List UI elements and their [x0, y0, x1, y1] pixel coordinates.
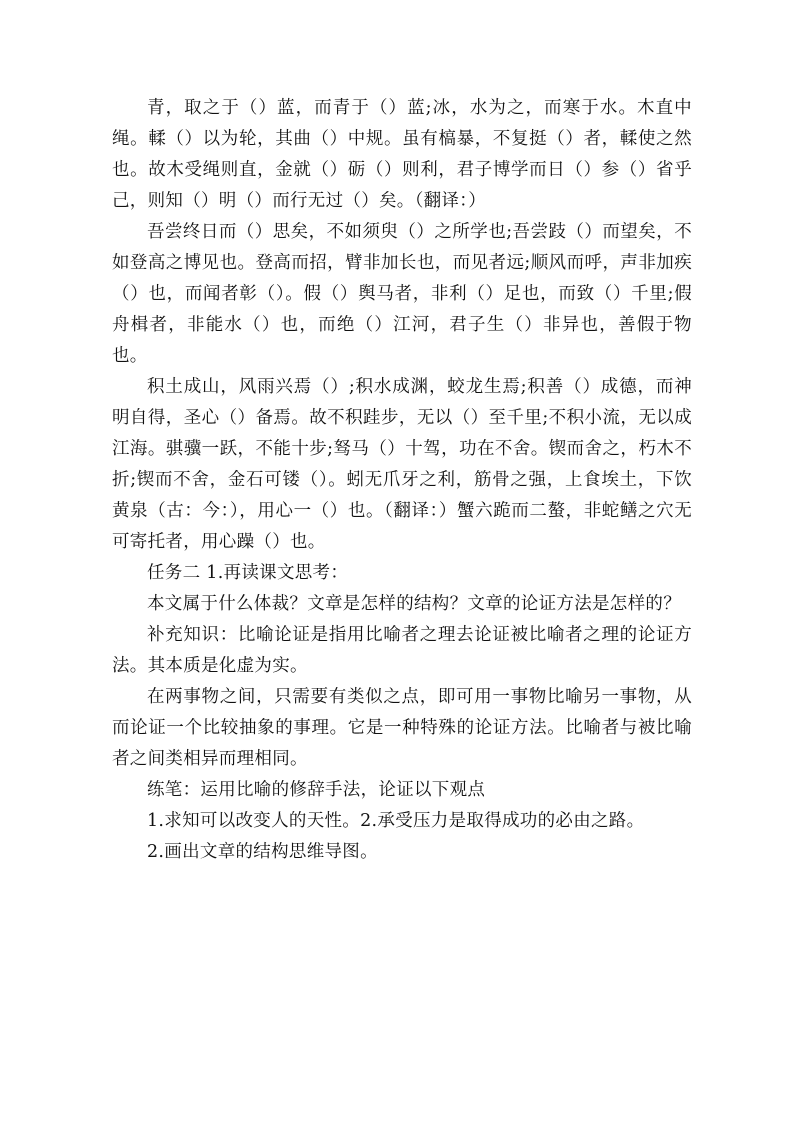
task-heading: 任务二 1.再读课文思考：: [147, 563, 349, 583]
metaphor-explanation: 在两事物之间，只需要有类似之点，即可用一事物比喻另一事物，从而论证一个比较抽象的事理。它是一种特殊的论证方法。比喻者与被比喻者之间类相异而理相同。: [112, 687, 692, 769]
writing-practice-prompt: 练笔：运用比喻的修辞手法，论证以下观点: [147, 780, 486, 800]
document-page: [112, 93, 692, 868]
supplementary-knowledge: 补充知识：比喻论证是指用比喻者之理去论证被比喻者之理的论证方法。其本质是化虚为实。: [112, 625, 692, 676]
task-questions: 本文属于什么体裁？文章是怎样的结构？文章的论证方法是怎样的？: [147, 594, 681, 614]
passage-paragraph-1: 青，取之于（）蓝，而青于（）蓝;冰，水为之，而寒于水。木直中绳。輮（）以为轮，其曲（）中规。虽有槁暴，不复挺（）者，輮使之然也。故木受绳则直，金就（）砺（）则利，君子博学而日（）参（）省乎己，则知（）明（）而行无过（）矣。（翻译：）: [112, 98, 692, 211]
writing-practice-topics: 1.求知可以改变人的天性。2.承受压力是取得成功的必由之路。: [147, 811, 645, 831]
passage-paragraph-3: 积土成山，风雨兴焉（）;积水成渊，蛟龙生焉;积善（）成德，而神明自得，圣心（）备焉。故不积跬步，无以（）至千里;不积小流，无以成江海。骐骥一跃，不能十步;驽马（）十驾，功在不舍。锲而舍之，朽木不折;锲而不舍，金石可镂（）。蚓无爪牙之利，筋骨之强，上食埃土，下饮黄泉（古：今：），用心一（）也。（翻译：）蟹六跪而二螯，非蛇鳝之穴无可寄托者，用心躁（）也。: [112, 377, 692, 552]
passage-paragraph-2: 吾尝终日而（）思矣，不如须臾（）之所学也;吾尝跂（）而望矣，不如登高之博见也。登高而招，臂非加长也，而见者远;顺风而呼，声非加疾（）也，而闻者彰（）。假（）舆马者，非利（）足也，而致（）千里;假舟楫者，非能水（）也，而绝（）江河，君子生（）非异也，善假于物也。: [112, 222, 692, 366]
mind-map-task: 2.画出文章的结构思维导图。: [147, 842, 378, 862]
